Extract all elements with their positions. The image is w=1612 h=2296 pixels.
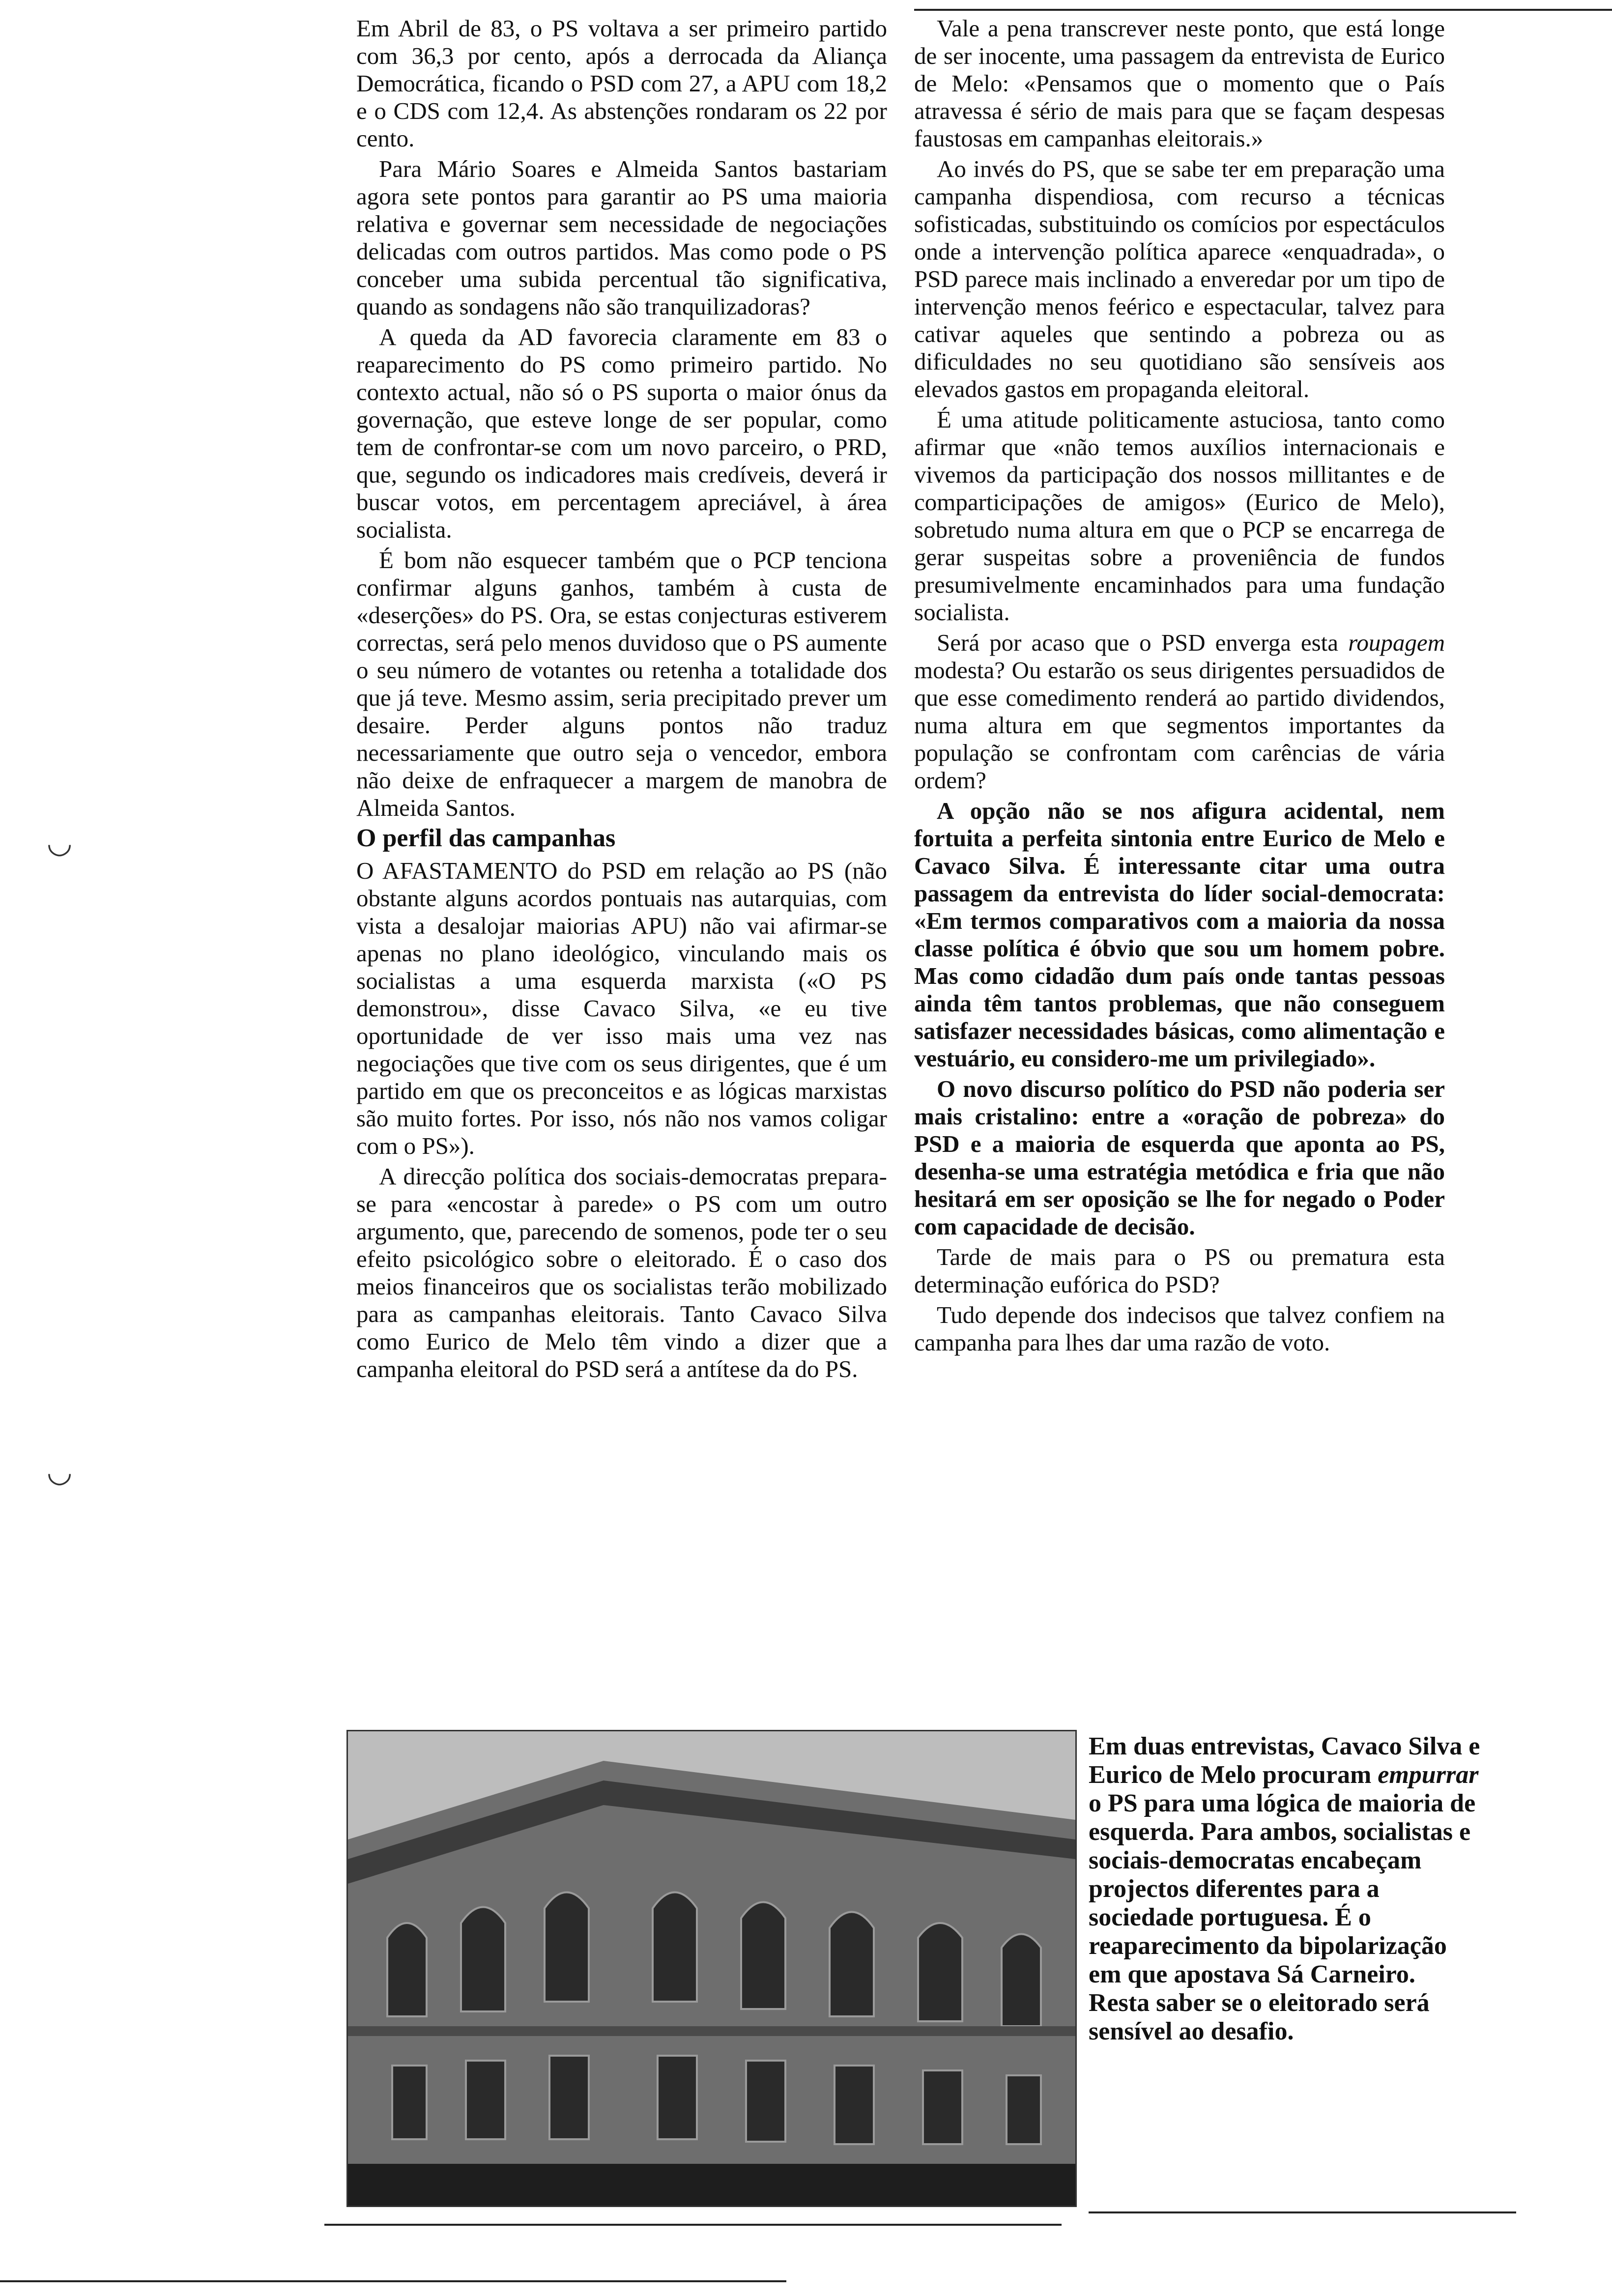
margin-mark-lower: ◡ xyxy=(47,1456,73,1488)
photo-caption xyxy=(1089,1732,1482,2046)
paragraph: Para Mário Soares e Almeida Santos bastariam agora sete pontos para garantir ao PS uma maioria relativa e governar sem necessidade de negociações delicadas com outros partidos. Mas como pode o PS conceber uma subida percentual tão significativa, quando as sondagens não são tranquilizadoras? xyxy=(356,155,887,320)
section-heading: O perfil das campanhas xyxy=(356,824,616,852)
paragraph: Ao invés do PS, que se sabe ter em preparação uma campanha dispendiosa, com recurso a técnicas sofisticadas, substituindo os comícios por espectáculos onde a intervenção política aparece «enquadrada», o PSD parece mais inclinado a enveredar por um tipo de intervenção menos feérico e espectacular, talvez para cativar aqueles que sentindo a pobreza ou as dificuldades no seu quotidiano são sensíveis aos elevados gastos em propaganda eleitoral. xyxy=(914,155,1445,402)
caption-underline xyxy=(1089,2211,1516,2213)
article-column-right xyxy=(914,15,1445,1359)
photo-underline xyxy=(324,2224,1062,2226)
emphasis: empurrar xyxy=(1378,1761,1479,1789)
paragraph: O novo discurso político do PSD não poderia ser mais cristalino: entre a «oração de pobreza» do PSD e a maioria de esquerda que aponta ao PS, desenha-se uma estratégia metódica e fria que não hesitará em ser oposição se lhe for negado o Poder com capacidade de decisão. xyxy=(914,1075,1445,1240)
paragraph xyxy=(914,629,1445,794)
article-column-left xyxy=(356,15,887,1386)
paragraph: Vale a pena transcrever neste ponto, que está longe de ser inocente, uma passagem da entrevista de Eurico de Melo: «Pensamos que o momento que o País atravessa é sério de mais para que se façam despesas faustosas em campanhas eleitorais.» xyxy=(914,15,1445,152)
paragraph: O AFASTAMENTO do PSD em relação ao PS (não obstante alguns acordos pontuais nas autarquias, com vista a desalojar maiorias APU) não vai afirmar-se apenas no plano ideológico, vinculando mais os socialistas a uma esquerda marxista («O PS demonstrou», disse Cavaco Silva, «e eu tive oportunidade de ver isso mais uma vez nas negociações que tive com os seus dirigentes, que é um partido em que os preconceitos e as lógicas marxistas são muito fortes. Por isso, nós não nos vamos coligar com o PS»). xyxy=(356,857,887,1159)
paragraph: Tudo depende dos indecisos que talvez confiem na campanha para lhes dar uma razão de voto. xyxy=(914,1301,1445,1356)
margin-mark-upper: ◡ xyxy=(47,827,73,859)
paragraph: A opção não se nos afigura acidental, nem fortuita a perfeita sintonia entre Eurico de Melo e Cavaco Silva. É interessante citar uma outra passagem da entrevista do líder social-democrata: «Em termos comparativos com a maioria da nossa classe política é óbvio que sou um homem pobre. Mas como cidadão dum país onde tantas pessoas ainda têm tantos problemas, que não conseguem satisfazer necessidades básicas, como alimentação e vestuário, eu considero-me um privilegiado». xyxy=(914,797,1445,1072)
emphasis: roupagem xyxy=(1348,629,1445,656)
building-facade-image xyxy=(348,1731,1075,2206)
paragraph: É bom não esquecer também que o PCP tenciona confirmar alguns ganhos, também à custa de «deserções» do PS. Ora, se estas conjecturas estiverem correctas, será pelo menos duvidoso que o PS aumente o seu número de votantes ou retenha a totalidade dos que já teve. Mesmo assim, seria precipitado prever um desaire. Perder alguns pontos não traduz necessariamente que outro seja o vencedor, embora não deixe de enfraquecer a margem de manobra de Almeida Santos. xyxy=(356,546,887,821)
text-span: modesta? Ou estarão os seus dirigentes persuadidos de que esse comedimento renderá ao partido dividendos, numa altura em que segmentos importantes da população se confrontam com carências de vária ordem? xyxy=(914,657,1445,794)
top-rule xyxy=(914,9,1612,11)
paragraph: Tarde de mais para o PS ou prematura esta determinação eufórica do PSD? xyxy=(914,1243,1445,1298)
paragraph: Em Abril de 83, o PS voltava a ser primeiro partido com 36,3 por cento, após a derrocada da Aliança Democrática, ficando o PSD com 27, a APU com 18,2 e o CDS com 12,4. As abstenções rondaram os 22 por cento. xyxy=(356,15,887,152)
bottom-edge-rule xyxy=(0,2280,786,2282)
paragraph: A direcção política dos sociais-democratas prepara-se para «encostar à parede» o PS com um outro argumento, que, parecendo de somenos, pode ter o seu efeito psicológico sobre o eleitorado. É o caso dos meios financeiros que os socialistas terão mobilizado para as campanhas eleitorais. Tanto Cavaco Silva como Eurico de Melo têm vindo a dizer que a campanha eleitoral do PSD será a antítese da do PS. xyxy=(356,1163,887,1382)
paragraph: A queda da AD favorecia claramente em 83 o reaparecimento do PS como primeiro partido. No contexto actual, não só o PS suporta o maior ónus da governação, que esteve longe de ser popular, como tem de confrontar-se com um novo parceiro, o PRD, que, segundo os indicadores mais credíveis, deverá ir buscar votos, em percentagem apreciável, à área socialista. xyxy=(356,323,887,543)
building-photo xyxy=(346,1730,1077,2207)
text-span: o PS para uma lógica de maioria de esquerda. Para ambos, socialistas e sociais-democratas encabeçam projectos diferentes para a sociedade portuguesa. É o reaparecimento da bipolarização em que apostava Sá Carneiro. Resta saber se o eleitorado será sensível ao desafio. xyxy=(1089,1789,1476,2045)
text-span: Será por acaso que o PSD enverga esta xyxy=(937,629,1349,656)
text-span: Em duas entrevistas, Cavaco Silva e Eurico de Melo procuram xyxy=(1089,1732,1480,1789)
paragraph: É uma atitude politicamente astuciosa, tanto como afirmar que «não temos auxílios internacionais e vivemos da participação dos nossos millitantes e de comparticipações de amigos» (Eurico de Melo), sobretudo numa altura em que o PCP se encarrega de gerar suspeitas sobre a proveniência de fundos presumivelmente encaminhados para uma fundação socialista. xyxy=(914,406,1445,626)
